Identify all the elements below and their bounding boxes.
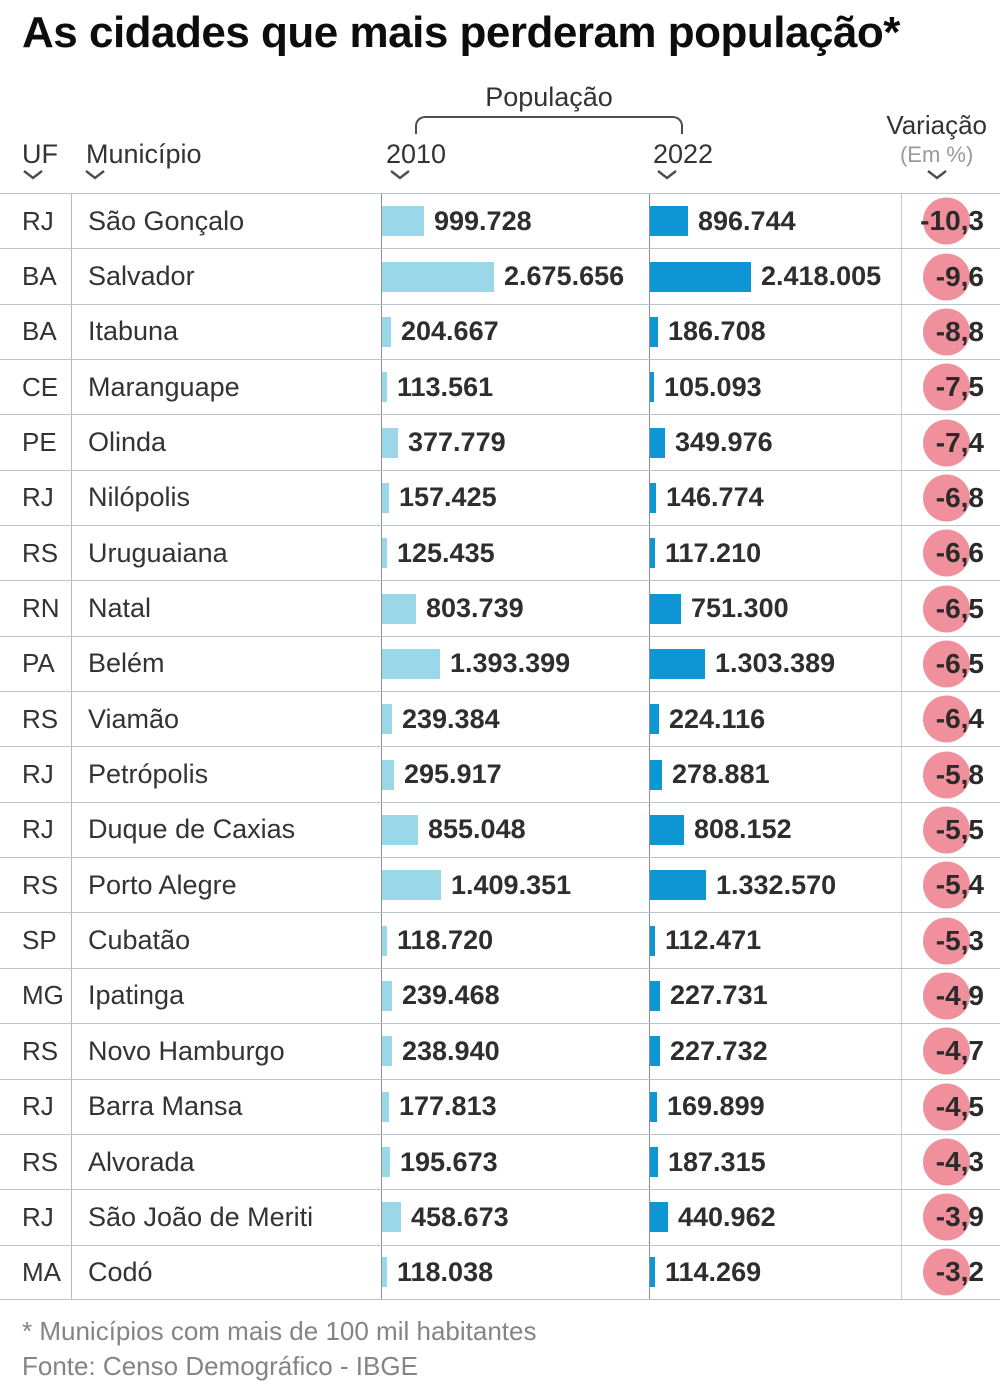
pop-2022-value: 896.744: [698, 205, 796, 236]
variation-cell: [902, 969, 1000, 1023]
pop-2022-value: 114.269: [665, 1256, 762, 1287]
municipality-cell: Maranguape: [72, 360, 382, 414]
uf-cell: RS: [0, 526, 72, 580]
column-header-variacao: [886, 110, 987, 168]
column-header-2022: 2022: [653, 139, 714, 169]
variation-value: -8,8: [935, 315, 984, 347]
pop-2010-bar: [382, 262, 494, 292]
pop-2022-bar: [650, 372, 654, 402]
variation-value: -3,2: [935, 1256, 984, 1288]
pop-2010-cell: [382, 471, 650, 525]
variation-cell: [902, 858, 1000, 912]
variation-value: -4,3: [935, 1146, 984, 1178]
variation-cell: [902, 194, 1000, 248]
municipality-cell: Novo Hamburgo: [72, 1024, 382, 1078]
pop-2022-value: 105.093: [664, 371, 762, 402]
variation-cell: [902, 1135, 1000, 1189]
pop-2022-cell: [650, 692, 902, 746]
pop-2022-bar: [650, 483, 656, 513]
uf-cell: RS: [0, 1024, 72, 1078]
pop-2022-bar: [650, 1257, 655, 1287]
uf-cell: BA: [0, 249, 72, 303]
pop-2010-value: 855.048: [428, 814, 526, 845]
pop-2022-cell: [650, 969, 902, 1023]
page-title: As cidades que mais perderam população*: [22, 8, 900, 57]
pop-2010-value: 125.435: [397, 537, 495, 568]
pop-2022-value: 224.116: [669, 703, 766, 734]
variation-value: -6,5: [935, 592, 984, 624]
table-row: [0, 359, 1000, 414]
pop-2010-cell: [382, 637, 650, 691]
table-row: [0, 193, 1000, 248]
pop-2010-value: 1.409.351: [451, 869, 572, 900]
table-row: [0, 414, 1000, 469]
pop-2022-cell: [650, 471, 902, 525]
variation-value: -6,4: [935, 703, 984, 735]
uf-cell: MA: [0, 1246, 72, 1299]
pop-2010-bar: [382, 317, 391, 347]
pop-2010-value: 204.667: [401, 316, 499, 347]
pop-2010-bar: [382, 1257, 387, 1287]
pop-2010-value: 239.384: [402, 703, 500, 734]
pop-2022-cell: [650, 637, 902, 691]
pop-2010-bar: [382, 760, 394, 790]
table-row: [0, 802, 1000, 857]
pop-2022-value: 187.315: [668, 1146, 766, 1177]
table-row: [0, 304, 1000, 359]
variation-cell: [902, 747, 1000, 801]
population-table-body: [0, 193, 1000, 1300]
municipality-cell: Porto Alegre: [72, 858, 382, 912]
pop-2022-cell: [650, 1024, 902, 1078]
municipality-cell: Petrópolis: [72, 747, 382, 801]
pop-2010-value: 458.673: [411, 1201, 509, 1232]
pop-2022-value: 808.152: [694, 814, 792, 845]
pop-2022-bar: [650, 1202, 668, 1232]
variation-value: -4,5: [935, 1090, 984, 1122]
table-row: [0, 1245, 1000, 1300]
variation-cell: [902, 1024, 1000, 1078]
pop-2022-cell: [650, 305, 902, 359]
uf-cell: RJ: [0, 1190, 72, 1244]
pop-2010-value: 238.940: [402, 1035, 500, 1066]
pop-2022-value: 1.332.570: [716, 869, 837, 900]
pop-2010-cell: [382, 858, 650, 912]
pop-2022-bar: [650, 594, 681, 624]
pop-2022-bar: [650, 704, 659, 734]
column-header-municipio: Município: [86, 139, 202, 169]
pop-2022-bar: [650, 760, 662, 790]
municipality-cell: São Gonçalo: [72, 194, 382, 248]
variation-value: -5,5: [935, 813, 984, 845]
pop-2022-value: 169.899: [667, 1091, 765, 1122]
pop-2010-cell: [382, 803, 650, 857]
municipality-cell: Duque de Caxias: [72, 803, 382, 857]
pop-2010-value: 1.393.399: [450, 648, 571, 679]
variation-value: -9,6: [935, 260, 984, 292]
pop-2022-cell: [650, 1135, 902, 1189]
variation-value: -5,8: [935, 758, 984, 790]
pop-2010-bar: [382, 594, 416, 624]
pop-2010-value: 118.038: [397, 1256, 494, 1287]
variation-cell: [902, 692, 1000, 746]
variation-value: -7,5: [935, 371, 984, 403]
pop-2010-bar: [382, 1036, 392, 1066]
column-header-uf: UF: [22, 139, 58, 169]
pop-2010-value: 113.561: [397, 371, 494, 402]
table-row: [0, 1079, 1000, 1134]
uf-cell: RJ: [0, 747, 72, 801]
pop-2022-cell: [650, 194, 902, 248]
pop-2010-value: 177.813: [399, 1091, 497, 1122]
variation-cell: [902, 471, 1000, 525]
pop-2010-bar: [382, 649, 440, 679]
uf-cell: PA: [0, 637, 72, 691]
table-row: [0, 248, 1000, 303]
pop-2010-cell: [382, 747, 650, 801]
municipality-cell: Alvorada: [72, 1135, 382, 1189]
pop-2022-bar: [650, 317, 658, 347]
pop-2010-value: 118.720: [397, 925, 494, 956]
uf-cell: MG: [0, 969, 72, 1023]
table-row: [0, 912, 1000, 967]
table-row: [0, 470, 1000, 525]
pop-2010-bar: [382, 704, 392, 734]
uf-cell: RN: [0, 581, 72, 635]
pop-2010-value: 2.675.656: [504, 261, 625, 292]
chevron-down-icon: [84, 169, 106, 180]
pop-2022-value: 227.731: [670, 980, 768, 1011]
variation-cell: [902, 913, 1000, 967]
variation-cell: [902, 581, 1000, 635]
pop-2022-bar: [650, 870, 706, 900]
municipality-cell: Barra Mansa: [72, 1080, 382, 1134]
pop-2022-bar: [650, 1036, 660, 1066]
chevron-down-icon: [22, 169, 44, 180]
chevron-down-icon: [926, 169, 948, 180]
uf-cell: RS: [0, 692, 72, 746]
pop-2022-bar: [650, 1092, 657, 1122]
uf-cell: BA: [0, 305, 72, 359]
pop-2010-bar: [382, 981, 392, 1011]
variation-cell: [902, 249, 1000, 303]
pop-2010-cell: [382, 526, 650, 580]
municipality-cell: Belém: [72, 637, 382, 691]
uf-cell: RJ: [0, 471, 72, 525]
municipality-cell: Cubatão: [72, 913, 382, 967]
pop-2022-value: 186.708: [668, 316, 766, 347]
pop-2022-value: 146.774: [666, 482, 764, 513]
municipality-cell: São João de Meriti: [72, 1190, 382, 1244]
variation-value: -7,4: [935, 426, 984, 458]
source-credit: Fonte: Censo Demográfico - IBGE: [22, 1351, 418, 1381]
pop-2022-cell: [650, 1190, 902, 1244]
uf-cell: RS: [0, 1135, 72, 1189]
pop-2022-cell: [650, 913, 902, 967]
pop-2010-bar: [382, 1147, 390, 1177]
pop-2010-cell: [382, 1080, 650, 1134]
pop-2022-bar: [650, 981, 660, 1011]
uf-cell: RJ: [0, 1080, 72, 1134]
pop-2022-value: 117.210: [665, 537, 762, 568]
footnote: * Municípios com mais de 100 mil habitantes: [22, 1316, 537, 1346]
table-row: [0, 636, 1000, 691]
pop-2010-bar: [382, 372, 387, 402]
pop-2022-cell: [650, 526, 902, 580]
pop-2010-bar: [382, 206, 424, 236]
variation-cell: [902, 803, 1000, 857]
table-row: [0, 525, 1000, 580]
table-row: [0, 1023, 1000, 1078]
pop-2022-value: 278.881: [672, 759, 770, 790]
pop-2022-value: 227.732: [670, 1035, 768, 1066]
pop-2010-cell: [382, 415, 650, 469]
uf-cell: SP: [0, 913, 72, 967]
municipality-cell: Nilópolis: [72, 471, 382, 525]
municipality-cell: Itabuna: [72, 305, 382, 359]
variation-cell: [902, 1190, 1000, 1244]
variation-cell: [902, 1080, 1000, 1134]
municipality-cell: Uruguaiana: [72, 526, 382, 580]
chevron-down-icon: [389, 169, 411, 180]
chevron-down-icon: [656, 169, 678, 180]
pop-2010-value: 157.425: [399, 482, 497, 513]
pop-2022-bar: [650, 1147, 658, 1177]
pop-2022-cell: [650, 1080, 902, 1134]
pop-2010-cell: [382, 360, 650, 414]
pop-2010-cell: [382, 913, 650, 967]
pop-2022-value: 440.962: [678, 1201, 776, 1232]
pop-2010-cell: [382, 969, 650, 1023]
pop-2010-cell: [382, 692, 650, 746]
municipality-cell: Natal: [72, 581, 382, 635]
variation-value: -4,9: [935, 979, 984, 1011]
table-row: [0, 1189, 1000, 1244]
pop-2010-bar: [382, 538, 387, 568]
pop-2010-bar: [382, 428, 398, 458]
pop-2010-cell: [382, 1135, 650, 1189]
variation-cell: [902, 637, 1000, 691]
pop-2022-value: 751.300: [691, 593, 789, 624]
variation-value: -5,4: [935, 869, 984, 901]
municipality-cell: Ipatinga: [72, 969, 382, 1023]
pop-2022-value: 2.418.005: [761, 261, 882, 292]
variation-value: -6,8: [935, 481, 984, 513]
pop-2022-cell: [650, 803, 902, 857]
pop-2010-bar: [382, 1092, 389, 1122]
pop-2010-value: 999.728: [434, 205, 532, 236]
uf-cell: CE: [0, 360, 72, 414]
municipality-cell: Salvador: [72, 249, 382, 303]
pop-2010-cell: [382, 1024, 650, 1078]
variacao-unit-label: (Em %): [899, 142, 974, 167]
pop-2010-cell: [382, 305, 650, 359]
pop-2010-bar: [382, 870, 441, 900]
variation-value: -3,9: [935, 1201, 984, 1233]
pop-2022-bar: [650, 262, 751, 292]
pop-2010-value: 377.779: [408, 427, 506, 458]
table-row: [0, 691, 1000, 746]
variation-value: -5,3: [935, 924, 984, 956]
uf-cell: RJ: [0, 194, 72, 248]
uf-cell: PE: [0, 415, 72, 469]
table-row: [0, 857, 1000, 912]
pop-2022-bar: [650, 649, 705, 679]
table-row: [0, 580, 1000, 635]
pop-2010-value: 803.739: [426, 593, 524, 624]
variation-cell: [902, 1246, 1000, 1299]
pop-2022-value: 112.471: [665, 925, 762, 956]
variacao-label: Variação: [886, 110, 987, 140]
variation-value: -4,7: [935, 1035, 984, 1067]
pop-2010-value: 239.468: [402, 980, 500, 1011]
pop-2022-cell: [650, 858, 902, 912]
table-row: [0, 746, 1000, 801]
population-group-bracket: [415, 116, 683, 134]
pop-2022-bar: [650, 206, 688, 236]
variation-cell: [902, 415, 1000, 469]
uf-cell: RJ: [0, 803, 72, 857]
pop-2022-cell: [650, 581, 902, 635]
pop-2022-cell: [650, 1246, 902, 1299]
pop-2022-cell: [650, 360, 902, 414]
variation-value: -10,3: [920, 205, 984, 237]
variation-cell: [902, 526, 1000, 580]
pop-2010-bar: [382, 1202, 401, 1232]
pop-2022-bar: [650, 538, 655, 568]
variation-value: -6,6: [935, 537, 984, 569]
pop-2010-cell: [382, 581, 650, 635]
pop-2010-cell: [382, 194, 650, 248]
municipality-cell: Codó: [72, 1246, 382, 1299]
table-row: [0, 1134, 1000, 1189]
pop-2010-bar: [382, 483, 389, 513]
pop-2010-cell: [382, 249, 650, 303]
population-group-label: População: [485, 82, 613, 112]
pop-2010-value: 295.917: [404, 759, 502, 790]
pop-2010-cell: [382, 1190, 650, 1244]
variation-value: -6,5: [935, 647, 984, 679]
pop-2022-value: 349.976: [675, 427, 773, 458]
pop-2010-cell: [382, 1246, 650, 1299]
variation-cell: [902, 360, 1000, 414]
uf-cell: RS: [0, 858, 72, 912]
pop-2022-bar: [650, 815, 684, 845]
pop-2022-cell: [650, 415, 902, 469]
column-header-2010: 2010: [386, 139, 447, 169]
variation-cell: [902, 305, 1000, 359]
pop-2022-value: 1.303.389: [715, 648, 836, 679]
municipality-cell: Olinda: [72, 415, 382, 469]
pop-2022-cell: [650, 249, 902, 303]
pop-2022-bar: [650, 926, 655, 956]
table-row: [0, 968, 1000, 1023]
pop-2010-value: 195.673: [400, 1146, 498, 1177]
municipality-cell: Viamão: [72, 692, 382, 746]
pop-2022-cell: [650, 747, 902, 801]
pop-2010-bar: [382, 815, 418, 845]
pop-2010-bar: [382, 926, 387, 956]
pop-2022-bar: [650, 428, 665, 458]
